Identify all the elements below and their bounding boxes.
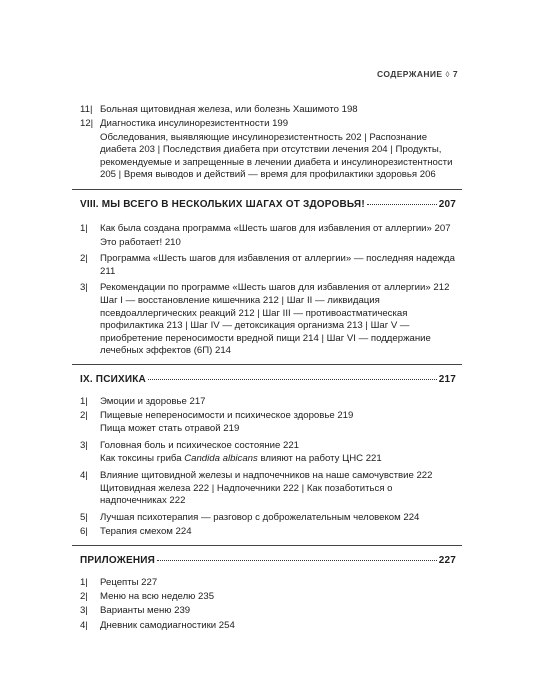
toc-subentries: Обследования, выявляющие инсулинорезистентность 202 | Распознание диабета 203 | Последствия диабета при отсутствии лечения 204 | Продукты, рекомендуемые и запрещенные в лечении диабета и инсулинорезистентности 205 | Время выводов и действий — время для профилактики здоровья 206 bbox=[100, 131, 453, 181]
toc-entry[interactable] bbox=[80, 470, 456, 508]
toc-entry-number: 4| bbox=[80, 469, 88, 481]
toc-entry[interactable] bbox=[80, 577, 456, 589]
toc-entry-title: Диагностика инсулинорезистентности 199 bbox=[100, 118, 289, 130]
toc-entry-number: 12| bbox=[80, 118, 94, 130]
toc-entry-title: Меню на всю неделю 235 bbox=[100, 590, 215, 602]
toc-entry[interactable] bbox=[80, 605, 456, 617]
toc-entry[interactable] bbox=[80, 118, 456, 181]
toc-entry[interactable] bbox=[80, 253, 456, 278]
toc-subentries: Пища может стать отравой 219 bbox=[100, 423, 240, 435]
toc-subentries bbox=[100, 453, 456, 465]
toc-entry-number: 1| bbox=[80, 223, 88, 235]
toc-entry-number: 2| bbox=[80, 409, 88, 421]
toc-entry-number: 3| bbox=[80, 439, 88, 451]
toc-entry[interactable] bbox=[80, 396, 456, 408]
running-header-title: СОДЕРЖАНИЕ bbox=[377, 69, 443, 79]
toc-entry-number: 2| bbox=[80, 590, 88, 602]
toc-entry[interactable] bbox=[80, 440, 456, 466]
toc-entry-number: 1| bbox=[80, 576, 88, 588]
running-header-page-number: 7 bbox=[452, 69, 458, 79]
section-divider bbox=[72, 364, 462, 365]
toc-entry-number: 3| bbox=[80, 605, 88, 617]
toc-entry-title: Эмоции и здоровье 217 bbox=[100, 395, 206, 407]
toc-entry-title: Лучшая психотерапия — разговор с доброжелательным человеком 224 bbox=[100, 511, 420, 523]
section-divider bbox=[72, 189, 462, 190]
toc-subentries: Щитовидная железа 222 | Надпочечники 222 | Как позаботиться о надпочечниках 222 bbox=[100, 482, 393, 507]
toc-entry-number: 11| bbox=[80, 104, 93, 115]
toc-entry-title: Как была создана программа «Шесть шагов для избавления от аллергии» 207 bbox=[100, 223, 451, 235]
toc-entry-number: 1| bbox=[80, 395, 88, 407]
toc-entry-title: Терапия смехом 224 bbox=[100, 526, 192, 538]
chapter-page-number: 227 bbox=[438, 554, 456, 566]
chapter-page-number: 217 bbox=[438, 373, 456, 385]
chapter-title: ПРИЛОЖЕНИЯ bbox=[80, 554, 156, 566]
toc-entry[interactable] bbox=[80, 223, 456, 249]
toc-subentry-text: влияют на работу ЦНС 221 bbox=[257, 453, 382, 465]
toc-subentries: Шаг I — восстановление кишечника 212 | Шаг II — ликвидация псевдоаллергических реакций 212 | Шаг III — противоастматическая профилактика 213 | Шаг IV — детоксикация организма 213 | Шаг V — приобретение переносимости вредной пищи 214 | Шаг VI — поддержание лечебных эффектов (6П) 214 bbox=[100, 295, 431, 357]
toc-entry-number: 2| bbox=[80, 253, 88, 265]
section-divider bbox=[72, 545, 462, 546]
toc-subentry-italic: Candida albicans bbox=[184, 453, 258, 465]
toc-entry-number: 3| bbox=[80, 282, 88, 294]
table-of-contents bbox=[80, 104, 456, 634]
chapter-heading[interactable] bbox=[80, 554, 456, 567]
toc-entry[interactable] bbox=[80, 620, 456, 632]
toc-entry-title: Дневник самодиагностики 254 bbox=[100, 619, 235, 631]
toc-entry-title: Рецепты 227 bbox=[100, 576, 158, 588]
toc-entry-title: Влияние щитовидной железы и надпочечников на наше самочувствие 222 bbox=[100, 469, 433, 481]
running-header bbox=[377, 69, 458, 79]
toc-entry-title: Рекомендации по программе «Шесть шагов для избавления от аллергии» 212 bbox=[100, 282, 450, 294]
chapter-title: IX. ПСИХИКА bbox=[80, 373, 146, 385]
toc-entry[interactable] bbox=[80, 512, 456, 524]
diamond-icon: ◊ bbox=[445, 70, 450, 79]
toc-entry-title: Варианты меню 239 bbox=[100, 605, 191, 617]
toc-entry[interactable] bbox=[80, 526, 456, 538]
dot-leader bbox=[157, 560, 437, 561]
dot-leader bbox=[148, 379, 437, 380]
chapter-title: VIII. МЫ ВСЕГО В НЕСКОЛЬКИХ ШАГАХ ОТ ЗДОРОВЬЯ! bbox=[80, 199, 365, 211]
toc-entry[interactable] bbox=[80, 591, 456, 603]
toc-entry-number: 6| bbox=[80, 526, 88, 538]
toc-entry-title: Программа «Шесть шагов для избавления от аллергии» — последняя надежда 211 bbox=[100, 253, 455, 277]
toc-entry[interactable] bbox=[80, 410, 456, 436]
toc-entry-number: 4| bbox=[80, 619, 88, 631]
dot-leader bbox=[367, 204, 437, 205]
toc-entry[interactable] bbox=[80, 104, 456, 116]
toc-entry-title: Пищевые непереносимости и психическое здоровье 219 bbox=[100, 409, 354, 421]
toc-subentries: Это работает! 210 bbox=[100, 236, 181, 248]
toc-entry-title: Больная щитовидная железа, или болезнь Хашимото 198 bbox=[100, 104, 358, 115]
toc-entry-title: Головная боль и психическое состояние 221 bbox=[100, 439, 300, 451]
chapter-heading[interactable] bbox=[80, 373, 456, 386]
toc-entry-number: 5| bbox=[80, 511, 88, 523]
chapter-heading[interactable] bbox=[80, 198, 456, 211]
toc-subentry-text: Как токсины гриба bbox=[100, 453, 185, 465]
toc-entry[interactable] bbox=[80, 282, 456, 357]
chapter-page-number: 207 bbox=[438, 199, 456, 211]
